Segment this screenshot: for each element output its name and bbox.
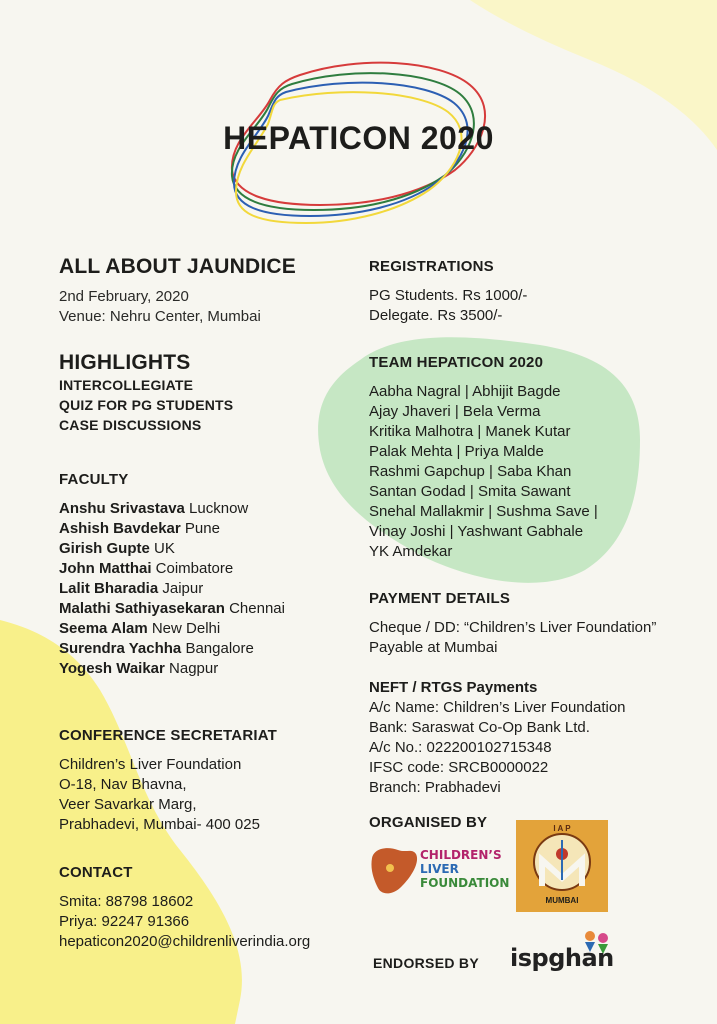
team-line: Kritika Malhotra | Manek Kutar	[369, 423, 571, 440]
faculty-member: Malathi Sathiyasekaran Chennai	[59, 600, 285, 617]
event-date: 2nd February, 2020	[59, 288, 189, 305]
page-title: HEPATICON 2020	[223, 120, 494, 156]
registrations-heading: REGISTRATIONS	[369, 258, 494, 275]
clf-logo-line: LIVER	[420, 862, 459, 876]
registrations-list	[369, 286, 527, 326]
team-list	[369, 382, 598, 562]
contact-heading: CONTACT	[59, 864, 133, 881]
team-line: Palak Mehta | Priya Malde	[369, 443, 544, 460]
neft-line: IFSC code: SRCB0000022	[369, 759, 549, 776]
neft-line: Branch: Prabhadevi	[369, 779, 501, 796]
neft-heading: NEFT / RTGS Payments	[369, 679, 538, 696]
secretariat-address	[59, 755, 260, 835]
address-line: Veer Savarkar Marg,	[59, 796, 197, 813]
iap-logo-top: I A P	[553, 824, 571, 833]
payment-heading: PAYMENT DETAILS	[369, 590, 511, 607]
secretariat-heading: CONFERENCE SECRETARIAT	[59, 727, 278, 744]
address-line: Children’s Liver Foundation	[59, 756, 242, 773]
clf-logo-line: CHILDREN’S	[420, 848, 502, 862]
contact-list	[59, 892, 310, 952]
contact-phone-smita: Smita: 88798 18602	[59, 893, 194, 910]
payment-line: Payable at Mumbai	[369, 639, 498, 656]
neft-line: A/c No.: 022200102715348	[369, 739, 552, 756]
team-line: Aabha Nagral | Abhijit Bagde	[369, 383, 561, 400]
team-line: YK Amdekar	[369, 543, 453, 560]
neft-line: Bank: Saraswat Co-Op Bank Ltd.	[369, 719, 590, 736]
team-line: Santan Godad | Smita Sawant	[369, 483, 571, 500]
faculty-member: Lalit Bharadia Jaipur	[59, 580, 204, 597]
address-line: Prabhadevi, Mumbai- 400 025	[59, 816, 260, 833]
team-line: Ajay Jhaveri | Bela Verma	[369, 403, 541, 420]
payment-line: Cheque / DD: “Children’s Liver Foundation”	[369, 619, 657, 636]
highlights-heading: HIGHLIGHTS	[59, 351, 191, 374]
neft-line: A/c Name: Children’s Liver Foundation	[369, 699, 626, 716]
faculty-member: Seema Alam New Delhi	[59, 620, 221, 637]
highlight-item: QUIZ FOR PG STUDENTS	[59, 397, 234, 413]
highlight-item: INTERCOLLEGIATE	[59, 377, 194, 393]
address-line: O-18, Nav Bhavna,	[59, 776, 187, 793]
ispghan-wordmark: ispghan	[510, 944, 614, 972]
faculty-member: John Matthai Coimbatore	[59, 560, 234, 577]
team-heading: TEAM HEPATICON 2020	[369, 354, 544, 371]
team-line: Snehal Mallakmir | Sushma Save |	[369, 503, 598, 520]
clf-logo	[368, 840, 510, 905]
team-line: Rashmi Gapchup | Saba Khan	[369, 463, 572, 480]
highlight-item: CASE DISCUSSIONS	[59, 417, 202, 433]
faculty-member: Anshu Srivastava Lucknow	[59, 500, 249, 517]
ispghan-logo	[510, 928, 620, 990]
contact-phone-priya: Priya: 92247 91366	[59, 913, 190, 930]
faculty-member: Ashish Bavdekar Pune	[59, 520, 220, 537]
faculty-heading: FACULTY	[59, 471, 129, 488]
faculty-list	[59, 499, 285, 679]
iap-logo-bottom: MUMBAI	[545, 896, 579, 905]
faculty-member: Yogesh Waikar Nagpur	[59, 660, 219, 677]
registration-fee: Delegate. Rs 3500/-	[369, 307, 503, 324]
clf-logo-line: FOUNDATION	[420, 876, 510, 890]
endorsed-label: ENDORSED BY	[373, 955, 479, 971]
payment-list	[369, 618, 656, 658]
team-line: Vinay Joshi | Yashwant Gabhale	[369, 523, 584, 540]
contact-email[interactable]: hepaticon2020@childrenliverindia.org	[59, 933, 311, 950]
highlights-list	[59, 375, 233, 435]
neft-details	[369, 698, 626, 798]
faculty-member: Girish Gupte UK	[59, 540, 175, 557]
event-heading: ALL ABOUT JAUNDICE	[59, 255, 296, 278]
faculty-member: Surendra Yachha Bangalore	[59, 640, 254, 657]
event-venue: Venue: Nehru Center, Mumbai	[59, 308, 261, 325]
registration-fee: PG Students. Rs 1000/-	[369, 287, 528, 304]
iap-mumbai-logo	[516, 820, 608, 912]
organised-heading: ORGANISED BY	[369, 814, 488, 831]
